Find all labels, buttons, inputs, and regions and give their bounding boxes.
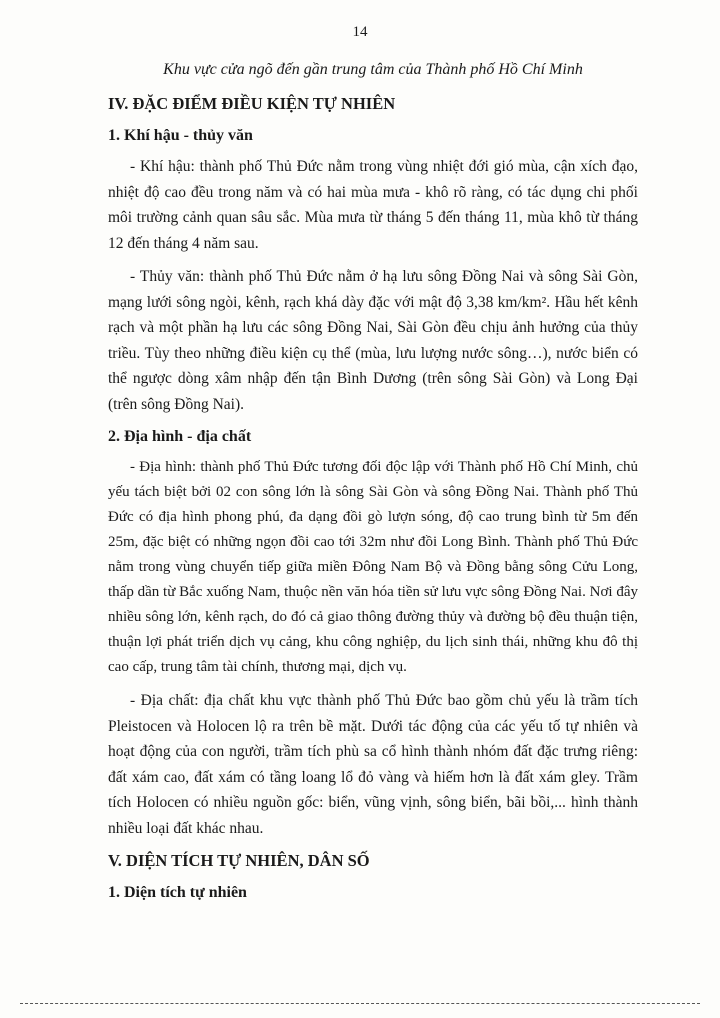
subsection-terrain-title: 2. Địa hình - địa chất [108,428,252,445]
paragraph-terrain: - Địa hình: thành phố Thủ Đức tương đối độc lập với Thành phố Hồ Chí Minh, chủ yếu tách biệt bởi 02 con sông lớn là sông Sài Gòn và sông Đồng Nai. Thành phố Thủ Đức có địa hình phong phú, đa dạng đồi gò lượn sóng, độ cao trung bình từ 5m đến 25m, đặc biệt có những ngọn đồi cao tới 32m như đồi Long Bình. Thành phố Thủ Đức nằm trong vùng chuyển tiếp giữa miền Đông Nam Bộ và Đồng bằng sông Cửu Long, thấp dần từ Bắc xuống Nam, thuộc nền văn hóa tiền sử lưu vực sông Đồng Nai. Nơi đây nhiều sông lớn, kênh rạch, do đó cả giao thông đường thủy và đường bộ đều thuận tiện, thuận lợi phát triển dịch vụ cảng, khu công nghiệp, du lịch sinh thái, những khu đô thị cao cấp, trung tâm tài chính, thương mại, dịch vụ. [108,459,638,675]
page-bottom-divider [20,1003,700,1004]
section-iv-title: IV. ĐẶC ĐIỂM ĐIỀU KIỆN TỰ NHIÊN [108,94,396,113]
page-content [108,58,638,911]
paragraph-hydrology: - Thủy văn: thành phố Thủ Đức nằm ở hạ lưu sông Đồng Nai và sông Sài Gòn, mạng lưới sông ngòi, kênh, rạch khá dày đặc với mật độ 3,38 km/km². Hầu hết kênh rạch và một phần hạ lưu các sông Đồng Nai, Sài Gòn đều chịu ảnh hưởng của thủy triều. Tùy theo những điều kiện cụ thể (mùa, lưu lượng nước sông…), nước biển có thể ngược dòng xâm nhập đến tận Bình Dương (trên sông Sài Gòn) và Long Đại (trên sông Đồng Nai). [108,268,638,413]
page-number: 14 [352,24,368,40]
subsection-climate-title: 1. Khí hậu - thủy văn [108,127,253,144]
subsection-area-title: 1. Diện tích tự nhiên [108,884,247,901]
paragraph-geology: - Địa chất: địa chất khu vực thành phố Thủ Đức bao gồm chủ yếu là trầm tích Pleistocen và Holocen lộ ra trên bề mặt. Dưới tác động của các yếu tố tự nhiên và hoạt động của con người, trầm tích phù sa cổ hình thành nhóm đất đặc trưng riêng: đất xám cao, đất xám có tầng loang lổ đỏ vàng và hiếm hơn là đất xám gley. Trầm tích Holocen có nhiều nguồn gốc: biển, vũng vịnh, sông biển, bãi bồi,... hình thành nhiều loại đất khác nhau. [108,692,638,837]
paragraph-climate: - Khí hậu: thành phố Thủ Đức nằm trong vùng nhiệt đới gió mùa, cận xích đạo, nhiệt độ cao đều trong năm và có hai mùa mưa - khô rõ ràng, có tác dụng chi phối môi trường cảnh quan sâu sắc. Mùa mưa từ tháng 5 đến tháng 11, mùa khô từ tháng 12 đến tháng 4 năm sau. [108,158,638,252]
page-subtitle: Khu vực cửa ngõ đến gần trung tâm của Thành phố Hồ Chí Minh [163,61,583,78]
section-v-title: V. DIỆN TÍCH TỰ NHIÊN, DÂN SỐ [108,851,370,870]
